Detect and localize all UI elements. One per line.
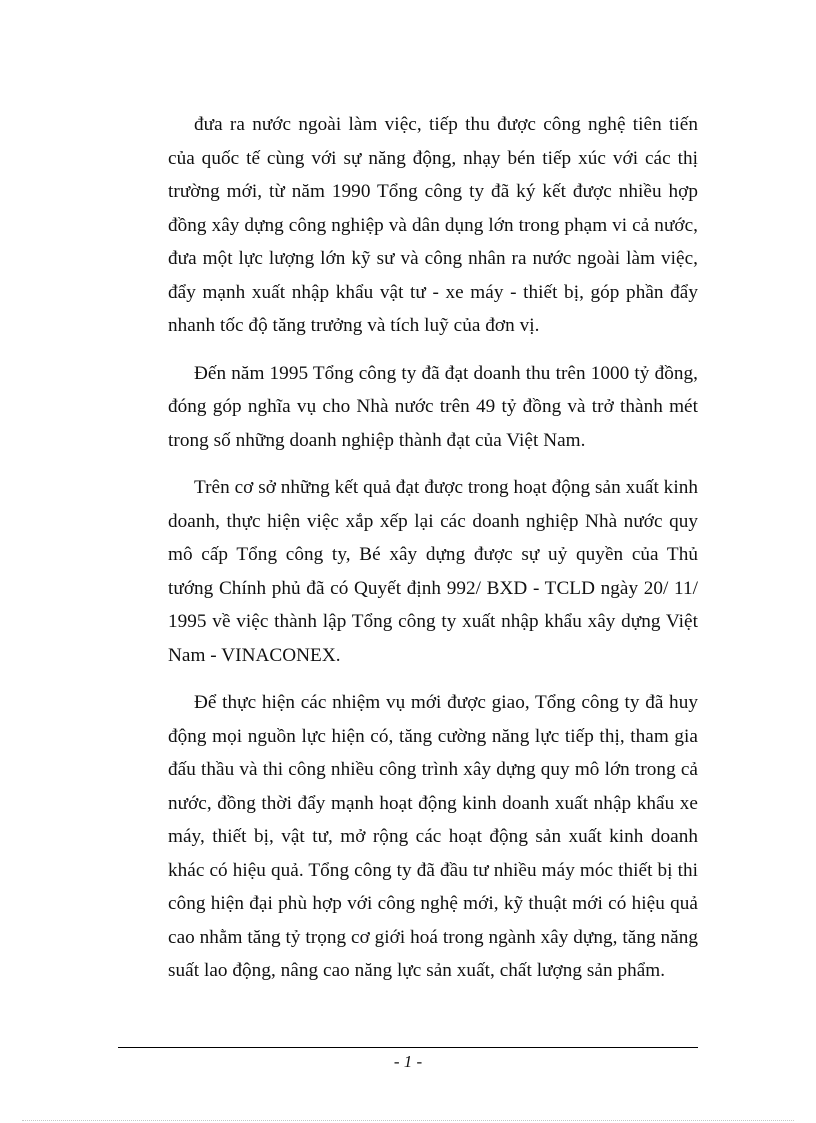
paragraph-3: Trên cơ sở những kết quả đạt được trong hoạt động sản xuất kinh doanh, thực hiện việc xắp xếp lại các doanh nghiệp Nhà nước quy mô cấp Tổng công ty, Bé xây dựng được sự uỷ quyền của Thủ tướng Chính phủ đã có Quyết định 992/ BXD - TCLD ngày 20/ 11/ 1995 về việc thành lập Tổng công ty xuất nhập khẩu xây dựng Việt Nam - VINACONEX. <box>168 477 698 666</box>
body-text <box>168 108 698 1002</box>
page-bottom-border <box>22 1120 794 1121</box>
page-number: - 1 - <box>393 1052 423 1071</box>
paragraph-2: Đến năm 1995 Tổng công ty đã đạt doanh thu trên 1000 tỷ đồng, đóng góp nghĩa vụ cho Nhà nước trên 49 tỷ đồng và trở thành mét trong số những doanh nghiệp thành đạt của Việt Nam. <box>168 362 698 451</box>
paragraph-1: đưa ra nước ngoài làm việc, tiếp thu được công nghệ tiên tiến của quốc tế cùng với sự năng động, nhạy bén tiếp xúc với các thị trường mới, từ năm 1990 Tổng công ty đã ký kết được nhiều hợp đồng xây dựng công nghiệp và dân dụng lớn trong phạm vi cả nước, đưa một lực lượng lớn kỹ sư và công nhân ra nước ngoài làm việc, đẩy mạnh xuất nhập khẩu vật tư - xe máy - thiết bị, góp phần đẩy nhanh tốc độ tăng trưởng và tích luỹ của đơn vị. <box>168 114 698 336</box>
footer-rule <box>118 1047 698 1048</box>
paragraph-4: Để thực hiện các nhiệm vụ mới được giao, Tổng công ty đã huy động mọi nguồn lực hiện có, tăng cường năng lực tiếp thị, tham gia đấu thầu và thi công nhiều công trình xây dựng quy mô lớn trong cả nước, đồng thời đẩy mạnh hoạt động kinh doanh xuất nhập khẩu xe máy, thiết bị, vật tư, mở rộng các hoạt động sản xuất kinh doanh khác có hiệu quả. Tổng công ty đã đầu tư nhiều máy móc thiết bị thi công hiện đại phù hợp với công nghệ mới, kỹ thuật mới có hiệu quả cao nhằm tăng tỷ trọng cơ giới hoá trong ngành xây dựng, tăng năng suất lao động, nâng cao năng lực sản xuất, chất lượng sản phẩm. <box>168 692 698 981</box>
